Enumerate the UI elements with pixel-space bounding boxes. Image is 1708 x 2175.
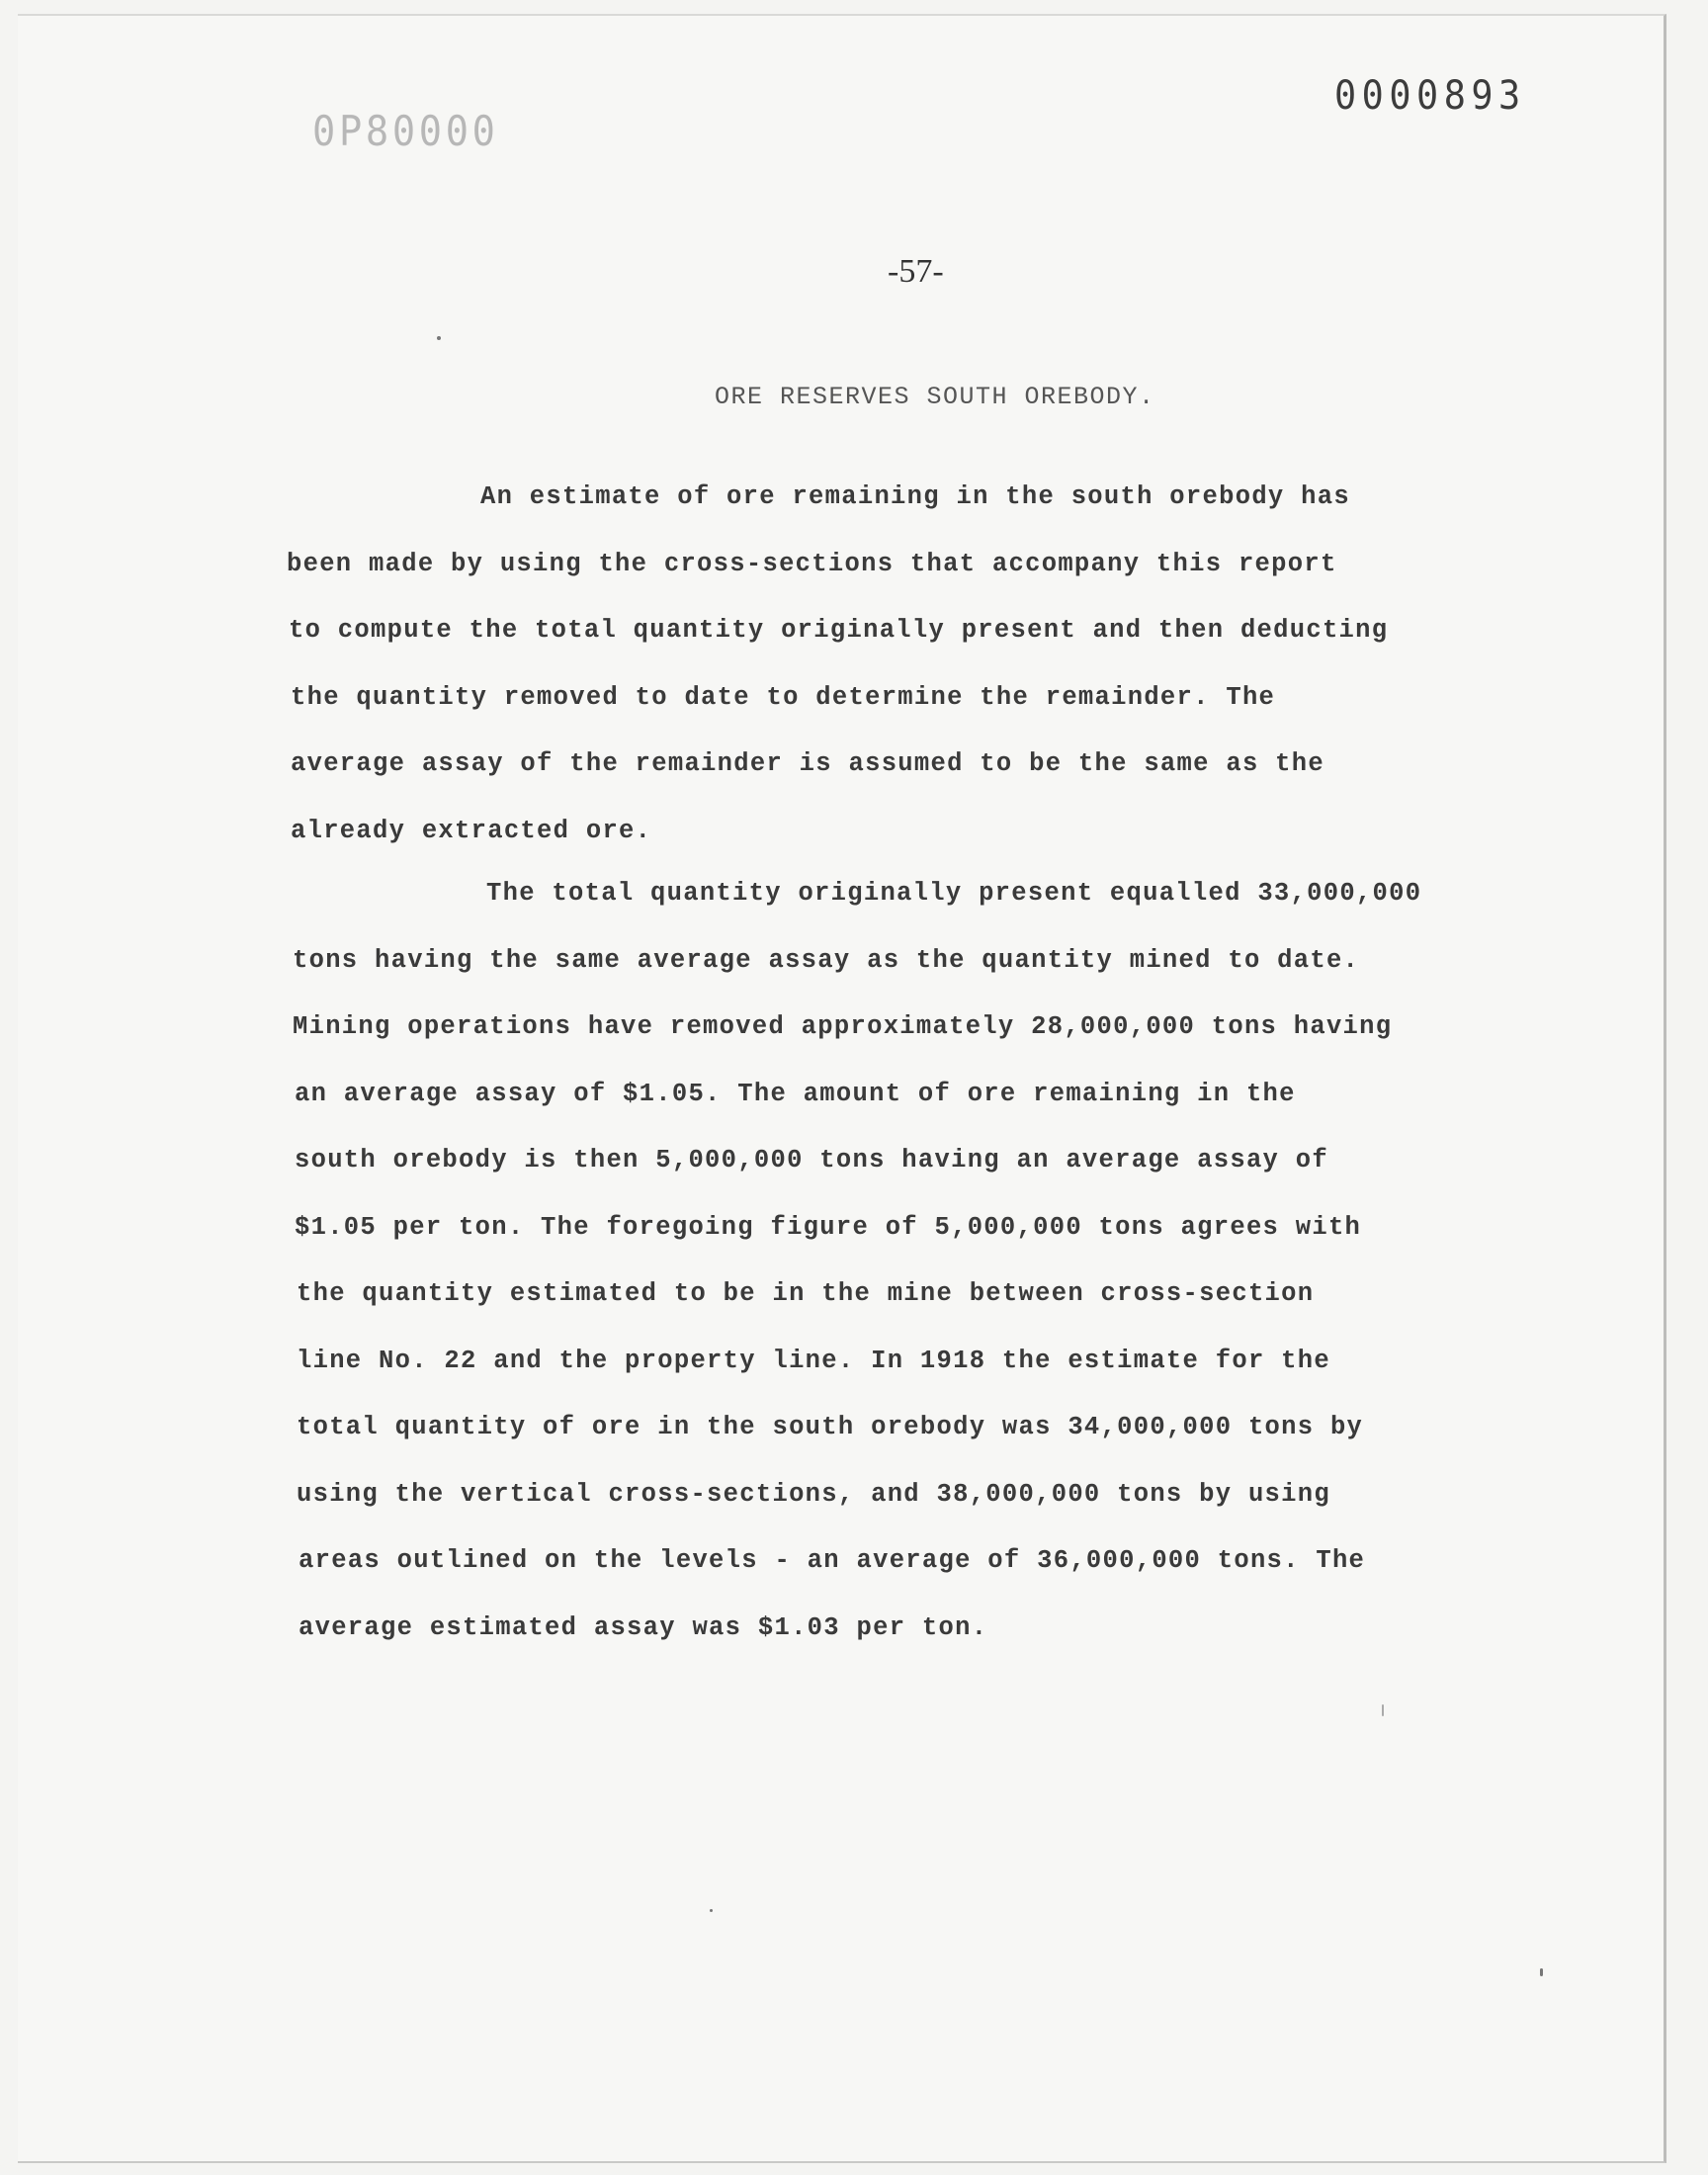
text-line: Mining operations have removed approximately 28,000,000 tons having — [293, 1012, 1393, 1041]
text-line: average assay of the remainder is assumed to be the same as the — [291, 749, 1324, 778]
text-line: tons having the same average assay as the quantity mined to date. — [293, 946, 1360, 975]
text-line: The total quantity originally present equalled 33,000,000 — [486, 879, 1422, 908]
document-page — [18, 14, 1666, 2163]
scan-speck — [1382, 1704, 1384, 1716]
scan-speck — [710, 1909, 713, 1912]
archive-stamp-right: 0000893 — [1334, 73, 1526, 119]
scan-speck — [437, 336, 441, 340]
text-line: line No. 22 and the property line. In 1918 the estimate for the — [297, 1347, 1330, 1375]
archive-stamp-left: 0P80000 — [312, 107, 499, 155]
section-heading: ORE RESERVES SOUTH OREBODY. — [715, 383, 1155, 411]
text-line: total quantity of ore in the south orebody was 34,000,000 tons by — [297, 1413, 1364, 1441]
text-line: using the vertical cross-sections, and 38,000,000 tons by using — [297, 1480, 1330, 1509]
text-line: an average assay of $1.05. The amount of ore remaining in the — [295, 1080, 1296, 1108]
text-line: average estimated assay was $1.03 per ton. — [299, 1613, 988, 1642]
text-line: to compute the total quantity originally present and then deducting — [289, 616, 1389, 645]
scan-speck — [1540, 1968, 1543, 1976]
text-line: $1.05 per ton. The foregoing figure of 5,000,000 tons agrees with — [295, 1213, 1362, 1242]
text-line: areas outlined on the levels - an average of 36,000,000 tons. The — [299, 1546, 1366, 1575]
text-line: the quantity removed to date to determine the remainder. The — [291, 683, 1276, 712]
text-line: the quantity estimated to be in the mine between cross-section — [297, 1279, 1315, 1308]
text-line: south orebody is then 5,000,000 tons having an average assay of — [295, 1146, 1328, 1174]
text-line: already extracted ore. — [291, 817, 652, 845]
text-line: been made by using the cross-sections that accompany this report — [287, 550, 1337, 578]
text-line: An estimate of ore remaining in the south orebody has — [480, 482, 1350, 511]
page-number: -57- — [888, 253, 944, 290]
